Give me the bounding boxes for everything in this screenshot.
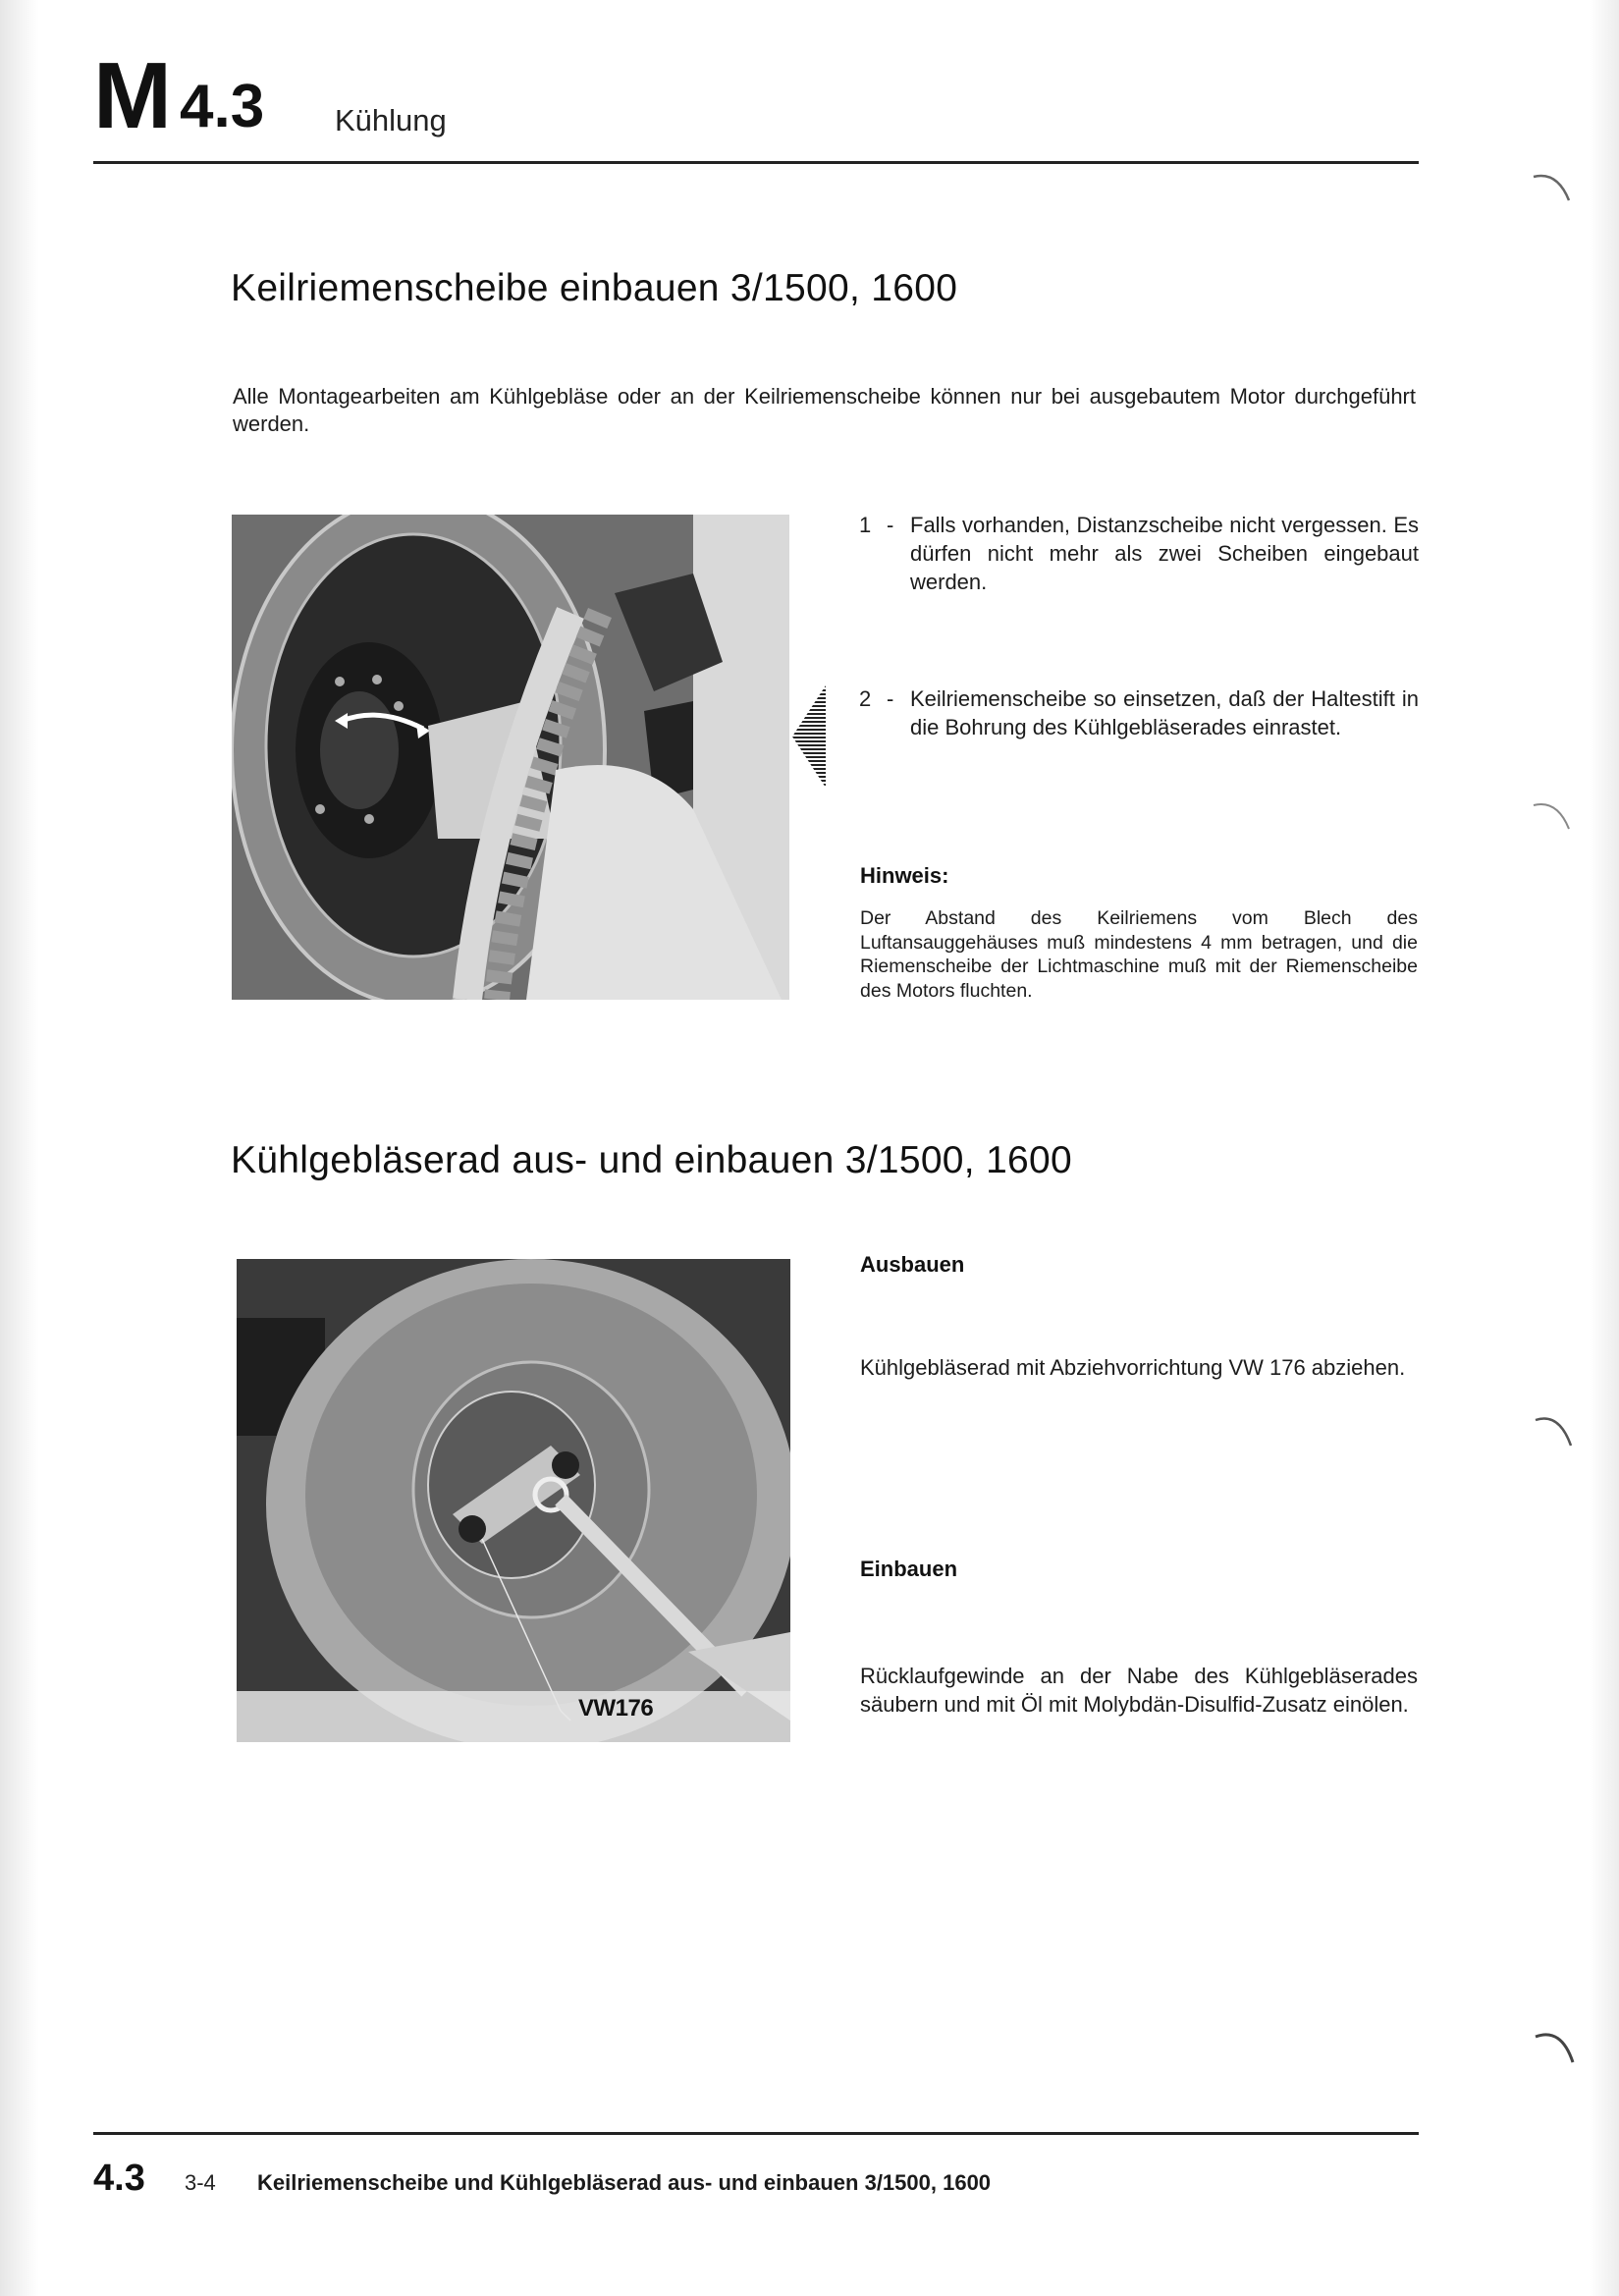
removal-heading: Ausbauen [860,1252,965,1277]
step-number: 2 [859,686,872,711]
pulley-install-photo [232,515,789,1000]
step-text: Keilriemenscheibe so einsetzen, daß der Haltestift in die Bohrung des Kühlgebläserades einrastet. [910,686,1419,739]
installation-text: Rücklaufgewinde an der Nabe des Kühlgebläserades säubern und mit Öl mit Molybdän-Disulfid-Zusatz einölen. [860,1664,1418,1717]
arrow-marker-icon [790,685,830,788]
punch-hole-mark-icon [1532,1410,1581,1459]
step-text: Falls vorhanden, Distanzscheibe nicht vergessen. Es dürfen nicht mehr als zwei Scheiben eingebaut werden. [910,513,1419,594]
footer-section-number: 4.3 [93,2158,145,2199]
note-text: Der Abstand des Keilriemens vom Blech des Luftansauggehäuses muß mindestens 4 mm betragen, und die Riemenscheibe der Lichtmaschine muß mit der Riemenscheibe des Motors fluchten. [860,907,1418,1002]
footer-page-number: 3-4 [185,2170,216,2195]
pulley-photo-illustration [232,515,789,1000]
chapter-title: Kühlung [335,103,447,137]
punch-hole-mark-icon [1530,797,1579,847]
step-dash: - [887,513,894,537]
footer-title: Keilriemenscheibe und Kühlgebläserad aus- und einbauen 3/1500, 1600 [257,2170,992,2195]
header-rule [93,161,1419,164]
punch-hole-mark-icon [1532,2025,1581,2074]
tool-label: VW176 [578,1695,654,1722]
intro-paragraph: Alle Montagearbeiten am Kühlgebläse oder an der Keilriemenscheibe können nur bei ausgebautem Motor durchgeführt werden. [233,384,1416,436]
step-dash: - [887,686,894,711]
step-item-1 [859,511,1419,596]
section-title-fan: Kühlgebläserad aus- und einbauen 3/1500, 1600 [231,1139,1073,1181]
removal-text: Kühlgebläserad mit Abziehvorrichtung VW 176 abziehen. [860,1355,1406,1380]
punch-hole-mark-icon [1530,169,1579,218]
note-heading: Hinweis: [860,863,949,888]
footer-rule [93,2132,1419,2135]
fan-photo-illustration [237,1259,790,1742]
chapter-letter: M [93,43,168,148]
installation-heading: Einbauen [860,1557,958,1581]
step-number: 1 [859,513,872,537]
chapter-number: 4.3 [180,73,265,140]
scan-edge-left [0,0,39,2296]
section-title-pulley: Keilriemenscheibe einbauen 3/1500, 1600 [231,267,958,309]
step-list [859,511,1419,741]
fan-removal-photo [237,1259,790,1742]
scan-edge-right [1590,0,1619,2296]
step-item-2 [859,684,1419,741]
